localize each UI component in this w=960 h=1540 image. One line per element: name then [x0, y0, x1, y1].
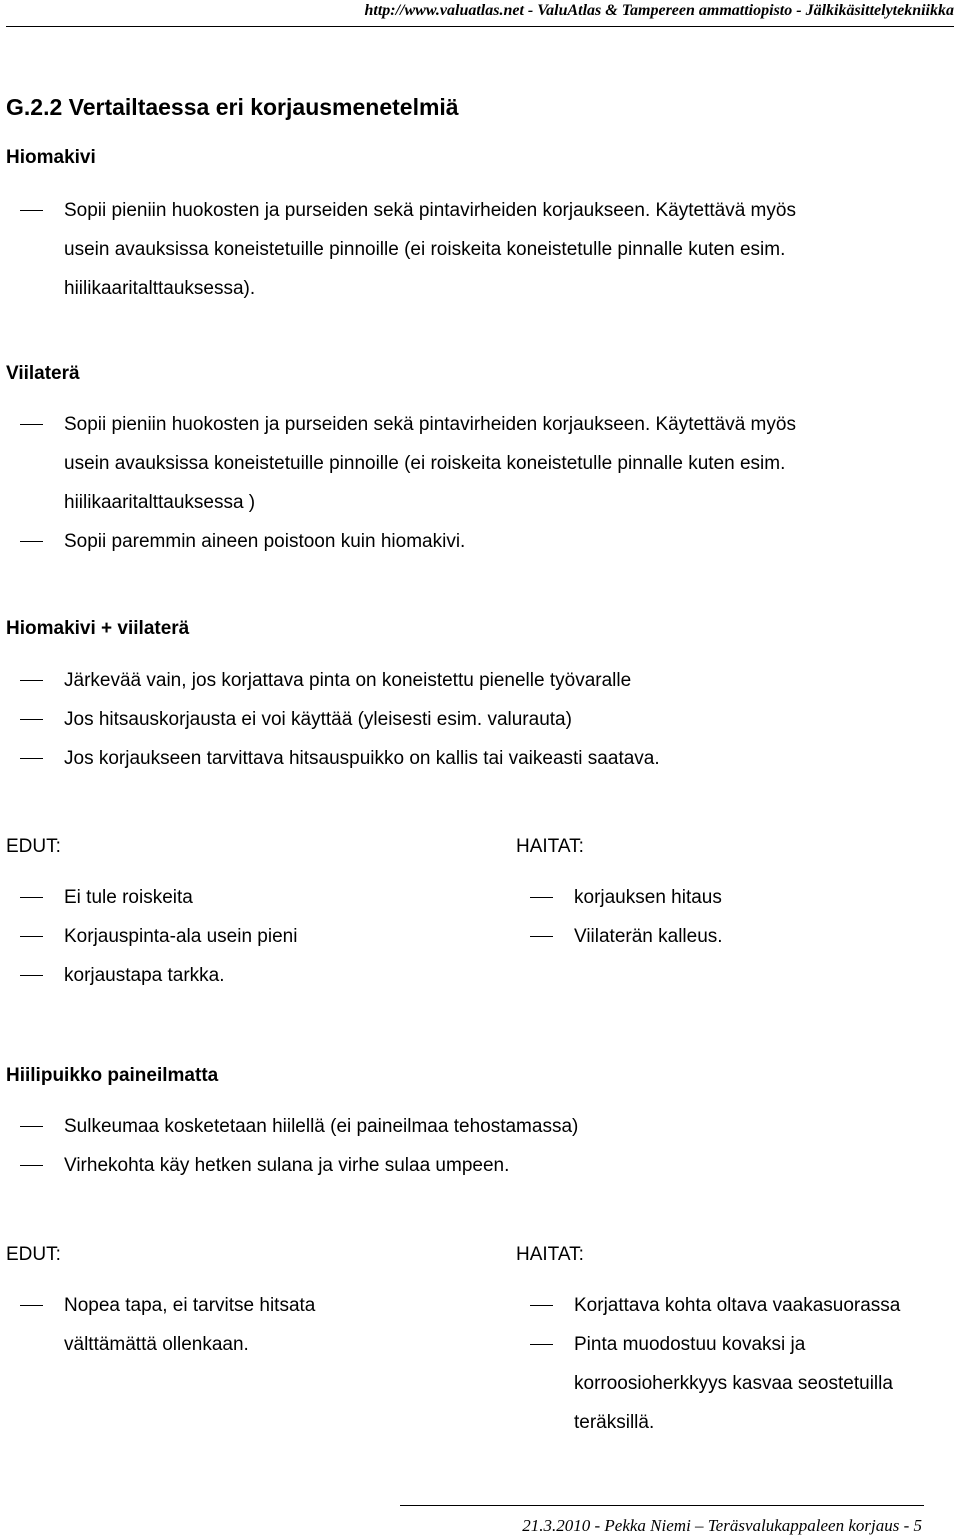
dash-bullet-icon — [20, 1126, 43, 1127]
dash-bullet-icon — [530, 1344, 553, 1345]
dash-bullet-icon — [20, 210, 43, 211]
list-item-text: välttämättä ollenkaan. — [64, 1334, 249, 1355]
list-item-text: Jos hitsauskorjausta ei voi käyttää (yleisesti esim. valurauta) — [64, 709, 572, 730]
list-hiomakivi-viilatera — [0, 661, 660, 778]
section-title: G.2.2 Vertailtaessa eri korjausmenetelmiä — [6, 94, 459, 120]
list-item-text: Ei tule roiskeita — [64, 887, 193, 908]
list-item — [516, 1286, 900, 1325]
dash-bullet-icon — [20, 975, 43, 976]
list-item — [6, 956, 297, 995]
dash-bullet-icon — [20, 424, 43, 425]
list-item-text: Pinta muodostuu kovaksi ja — [574, 1334, 806, 1355]
list-item — [0, 1107, 578, 1146]
list-item — [516, 917, 723, 956]
running-header: http://www.valuatlas.net - ValuAtlas & Tampereen ammattiopisto - Jälkikäsittelytekniikka — [364, 2, 954, 19]
heading-hiilipuikko: Hiilipuikko paineilmatta — [6, 1065, 219, 1086]
list-item-text: Jos korjaukseen tarvittava hitsauspuikko on kallis tai vaikeasti saatava. — [64, 748, 660, 769]
list-item — [6, 917, 297, 956]
cons-label: HAITAT: — [516, 836, 584, 857]
list-item-text: Sulkeumaa kosketetaan hiilellä (ei paineilmaa tehostamassa) — [64, 1116, 579, 1137]
dash-bullet-icon — [20, 897, 43, 898]
list-item-text: Sopii pieniin huokosten ja purseiden sekä pintavirheiden korjaukseen. Käytettävä myös — [64, 414, 796, 435]
list-item-text: hiilikaaritalttauksessa). — [64, 278, 256, 299]
list-item — [516, 878, 723, 917]
list-hiilipuikko — [0, 1107, 578, 1185]
list-item-text: teräksillä. — [574, 1412, 655, 1433]
pros-list — [6, 1286, 315, 1364]
list-item — [0, 700, 660, 739]
list-item-text: Nopea tapa, ei tarvitse hitsata — [64, 1295, 316, 1316]
list-item-text: hiilikaaritalttauksessa ) — [64, 492, 256, 513]
dash-bullet-icon — [530, 897, 553, 898]
dash-bullet-icon — [20, 758, 43, 759]
list-item-text: korjauksen hitaus — [574, 887, 722, 908]
list-item-text: Virhekohta käy hetken sulana ja virhe sulaa umpeen. — [64, 1155, 510, 1176]
list-item-text: usein avauksissa koneistetuille pinnoille (ei roiskeita koneistetulle pinnalle kuten esim. — [64, 239, 786, 260]
list-item-text: Korjauspinta-ala usein pieni — [64, 926, 298, 947]
list-item-text: Järkevää vain, jos korjattava pinta on koneistettu pienelle työvaralle — [64, 670, 632, 691]
dash-bullet-icon — [20, 541, 43, 542]
list-item — [0, 739, 660, 778]
list-item-text: Korjattava kohta oltava vaakasuorassa — [574, 1295, 901, 1316]
cons-list — [516, 878, 723, 956]
list-viilatera — [0, 405, 796, 561]
heading-hiomakivi-viilatera: Hiomakivi + viilaterä — [6, 618, 190, 639]
dash-bullet-icon — [20, 936, 43, 937]
heading-viilatera: Viilaterä — [6, 363, 80, 384]
list-item — [6, 1286, 315, 1364]
dash-bullet-icon — [20, 719, 43, 720]
pros-label: EDUT: — [6, 1244, 61, 1265]
header-rule — [6, 26, 954, 27]
dash-bullet-icon — [20, 1305, 43, 1306]
footer: 21.3.2010 - Pekka Niemi – Teräsvalukappaleen korjaus - 5 — [522, 1516, 922, 1535]
list-item — [516, 1325, 900, 1442]
list-item — [0, 522, 796, 561]
list-item-text: usein avauksissa koneistetuille pinnoille (ei roiskeita koneistetulle pinnalle kuten esim. — [64, 453, 786, 474]
heading-hiomakivi: Hiomakivi — [6, 147, 96, 168]
list-item-text: Viilaterän kalleus. — [574, 926, 723, 947]
footer-rule — [400, 1505, 924, 1506]
list-item — [0, 661, 660, 700]
dash-bullet-icon — [530, 936, 553, 937]
list-hiomakivi — [0, 191, 796, 308]
cons-list — [516, 1286, 900, 1442]
pros-list — [6, 878, 297, 995]
list-item — [0, 191, 796, 308]
pros-label: EDUT: — [6, 836, 61, 857]
list-item — [0, 1146, 578, 1185]
dash-bullet-icon — [530, 1305, 553, 1306]
list-item — [0, 405, 796, 522]
list-item-text: korroosioherkkyys kasvaa seostetuilla — [574, 1373, 893, 1394]
dash-bullet-icon — [20, 680, 43, 681]
list-item-text: Sopii paremmin aineen poistoon kuin hiomakivi. — [64, 531, 466, 552]
cons-label: HAITAT: — [516, 1244, 584, 1265]
list-item-text: Sopii pieniin huokosten ja purseiden sekä pintavirheiden korjaukseen. Käytettävä myös — [64, 200, 796, 221]
list-item-text: korjaustapa tarkka. — [64, 965, 225, 986]
dash-bullet-icon — [20, 1165, 43, 1166]
list-item — [6, 878, 297, 917]
